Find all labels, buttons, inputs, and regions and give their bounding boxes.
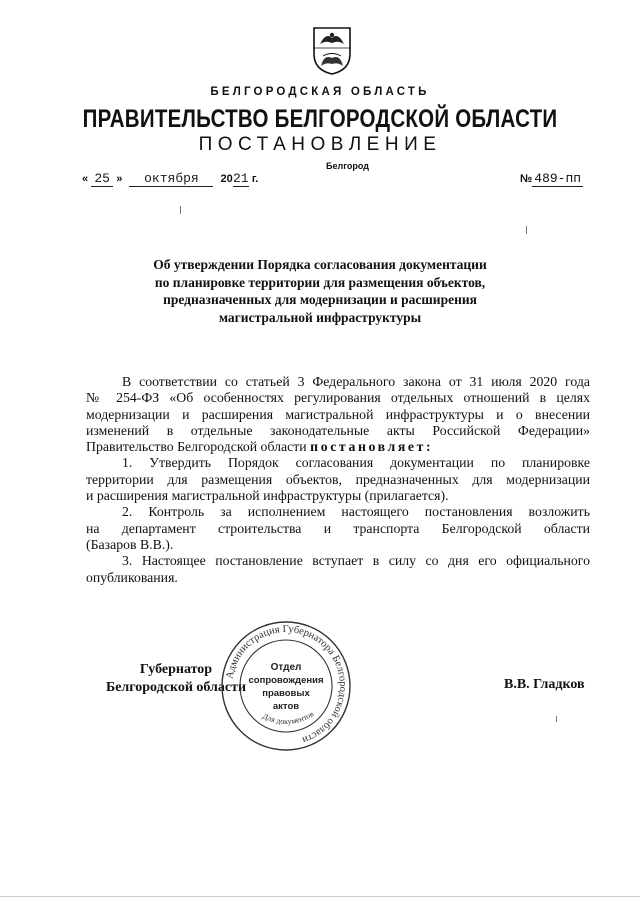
date-year-mark: г.	[251, 173, 259, 185]
number-value: 489-пп	[534, 171, 582, 186]
document-type: ПОСТАНОВЛЕНИЕ	[198, 134, 442, 155]
signatory-name: В.В. Гладков	[504, 677, 585, 692]
region-name: БЕЛГОРОДСКАЯ ОБЛАСТЬ	[210, 86, 430, 98]
position-line: Губернатор	[139, 662, 213, 677]
item-line: и расширения магистральной инфраструктуры (прилагается).	[86, 488, 449, 504]
item-line: 1. Утвердить Порядок согласования документации по планировке	[122, 455, 590, 471]
preamble-line: В соответствии со статьей 3 Федерального закона от 31 июля 2020 года	[122, 374, 590, 389]
item-line: (Базаров В.В.).	[86, 536, 174, 552]
item-line: территории для размещения объектов, предназначенных для модернизации	[86, 471, 590, 487]
item-2	[86, 504, 590, 553]
item-1	[86, 455, 590, 504]
title-line: по планировке территории для размещения объектов,	[154, 274, 486, 290]
preamble-line: модернизации и расширения магистральной инфраструктуры и о внесении	[86, 406, 590, 422]
preamble-line	[86, 439, 590, 455]
scan-mark	[526, 226, 527, 234]
date-year-suffix: 21	[232, 171, 249, 186]
date-open-quote: «	[82, 173, 89, 185]
date-year-prefix: 20	[220, 173, 233, 185]
title-line: Об утверждении Порядка согласования документации	[153, 257, 487, 272]
coat-of-arms-icon	[310, 24, 354, 76]
date-month: октября	[129, 171, 213, 187]
scan-mark	[556, 716, 557, 722]
page-edge	[0, 896, 640, 897]
item-line: опубликования.	[86, 569, 178, 585]
stamp-line: Отдел	[270, 662, 302, 673]
number-label: №	[520, 173, 533, 185]
item-3	[86, 553, 590, 586]
stamp-line: правовых	[262, 688, 310, 699]
stamp-bottom-text: Для документов	[261, 709, 316, 727]
government-title: ПРАВИТЕЛЬСТВО БЕЛГОРОДСКОЙ ОБЛАСТИ	[82, 105, 558, 133]
decree-body	[86, 374, 590, 586]
item-line: 2. Контроль за исполнением настоящего постановления возложить	[122, 504, 590, 520]
decides-word: постановляет:	[310, 439, 434, 455]
official-stamp	[218, 618, 354, 754]
stamp-line: актов	[272, 701, 300, 712]
title-line: предназначенных для модернизации и расширения	[163, 292, 477, 307]
title-line: магистральной инфраструктуры	[218, 309, 422, 325]
stamp-line: сопровождения	[248, 675, 324, 686]
decree-title	[120, 256, 520, 326]
stamp-ring-text: Администрация Губернатора Белгородской области	[224, 623, 349, 746]
preamble-last: Правительство Белгородской области	[86, 439, 307, 455]
date-day: 25	[91, 171, 113, 187]
item-line: 3. Настоящее постановление вступает в силу со дня его официального	[122, 553, 590, 569]
position-line: Белгородской области	[105, 680, 247, 695]
decree-number	[520, 171, 583, 187]
preamble-line: изменений в отдельные законодательные акты Российской Федерации»	[86, 422, 590, 438]
preamble-line: № 254-ФЗ «Об особенностях регулирования отдельных отношений в целях	[86, 390, 590, 406]
city-name: Белгород	[326, 161, 369, 171]
date-close-quote: »	[116, 173, 123, 185]
decree-date	[82, 171, 258, 187]
scan-mark	[180, 206, 181, 214]
preamble-paragraph	[86, 374, 590, 455]
item-line: на департамент строительства и транспорта Белгородской области	[86, 520, 590, 536]
